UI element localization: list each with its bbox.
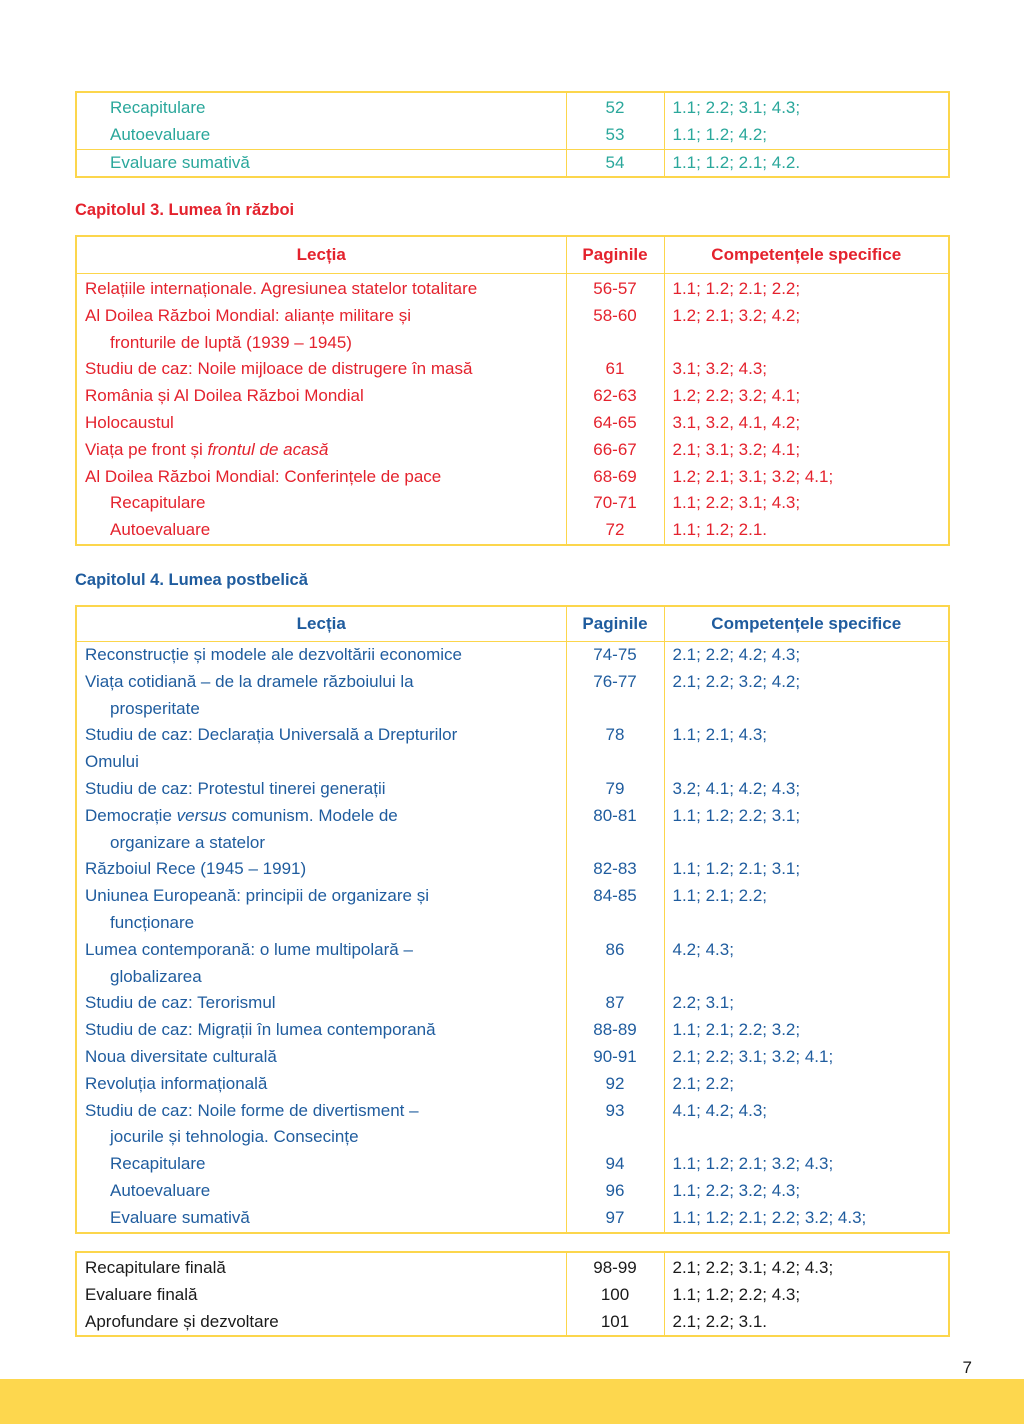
header-competences: Competențele specifice [664,236,949,274]
competences-cell: 2.2; 3.1; [664,990,949,1017]
table-row [76,1252,949,1282]
lesson-text: Democrație [85,805,177,825]
lesson-cell [76,803,566,830]
lesson-cell: Reconstrucție și modele ale dezvoltării economice [76,642,566,669]
chapter3-table [75,235,950,546]
competences-cell [664,830,949,857]
competences-cell [664,696,949,723]
table-row [76,383,949,410]
competences-cell: 2.1; 3.1; 3.2; 4.1; [664,437,949,464]
competences-cell: 1.2; 2.1; 3.1; 3.2; 4.1; [664,464,949,491]
competences-cell: 3.1, 3.2, 4.1, 4.2; [664,410,949,437]
table-row-continuation [76,830,949,857]
lesson-cell: Războiul Rece (1945 – 1991) [76,856,566,883]
table-row [76,1017,949,1044]
pages-cell [566,696,664,723]
pages-cell [566,964,664,991]
competences-cell: 2.1; 2.2; 3.2; 4.2; [664,669,949,696]
table-header-row [76,236,949,274]
pages-cell: 94 [566,1151,664,1178]
pages-cell: 78 [566,722,664,749]
pages-cell: 80-81 [566,803,664,830]
table-row [76,883,949,910]
table-row [76,517,949,545]
competences-cell: 4.1; 4.2; 4.3; [664,1098,949,1125]
competences-cell: 1.2; 2.2; 3.2; 4.1; [664,383,949,410]
pages-cell: 76-77 [566,669,664,696]
table-row [76,669,949,696]
header-competences: Competențele specifice [664,606,949,642]
competences-cell: 2.1; 2.2; [664,1071,949,1098]
lesson-cell: Al Doilea Război Mondial: alianțe militare și [76,303,566,330]
pages-cell: 53 [566,122,664,149]
pages-cell: 58-60 [566,303,664,330]
competences-cell: 3.1; 3.2; 4.3; [664,356,949,383]
chapter3-title: Capitolul 3. Lumea în război [75,201,295,219]
lesson-cell: Studiu de caz: Noile mijloace de distrugere în masă [76,356,566,383]
pages-cell: 68-69 [566,464,664,491]
lesson-cell: jocurile și tehnologia. Consecințe [76,1124,566,1151]
header-lesson: Lecția [76,606,566,642]
table-row [76,1151,949,1178]
pages-cell: 84-85 [566,883,664,910]
pages-cell: 97 [566,1205,664,1233]
lesson-cell: România și Al Doilea Război Mondial [76,383,566,410]
table-row-continuation [76,749,949,776]
table-row [76,464,949,491]
competences-cell: 2.1; 2.2; 3.1; 3.2; 4.1; [664,1044,949,1071]
competences-cell: 2.1; 2.2; 4.2; 4.3; [664,642,949,669]
pages-cell [566,749,664,776]
lesson-cell: Autoevaluare [76,1178,566,1205]
lesson-cell: Omului [76,749,566,776]
lesson-text: Viața pe front și [85,439,208,459]
lesson-cell: Aprofundare și dezvoltare [76,1309,566,1337]
lesson-cell: Revoluția informațională [76,1071,566,1098]
header-lesson: Lecția [76,236,566,274]
lesson-cell: prosperitate [76,696,566,723]
competences-cell: 2.1; 2.2; 3.1. [664,1309,949,1337]
pages-cell: 96 [566,1178,664,1205]
table-row [76,303,949,330]
pages-cell: 93 [566,1098,664,1125]
table-row [76,490,949,517]
competences-cell: 1.2; 2.1; 3.2; 4.2; [664,303,949,330]
pages-cell: 88-89 [566,1017,664,1044]
pages-cell [566,1124,664,1151]
chapter4-table [75,605,950,1234]
chapter2-tail-table [75,91,950,178]
competences-cell: 1.1; 2.1; 2.2; [664,883,949,910]
pages-cell: 52 [566,92,664,122]
competences-cell [664,330,949,357]
table-row [76,149,949,177]
competences-cell: 4.2; 4.3; [664,937,949,964]
table-row [76,1309,949,1337]
pages-cell [566,910,664,937]
lesson-cell [76,437,566,464]
pages-cell: 54 [566,149,664,177]
competences-cell: 1.1; 2.2; 3.2; 4.3; [664,1178,949,1205]
lesson-cell: Recapitulare [76,92,566,122]
lesson-cell: Studiu de caz: Migrații în lumea contemporană [76,1017,566,1044]
pages-cell: 64-65 [566,410,664,437]
lesson-cell: Recapitulare [76,490,566,517]
table-row [76,1282,949,1309]
pages-cell: 87 [566,990,664,1017]
pages-cell: 86 [566,937,664,964]
lesson-cell: Studiu de caz: Protestul tinerei generații [76,776,566,803]
competences-cell: 1.1; 2.2; 3.1; 4.3; [664,92,949,122]
pages-cell: 62-63 [566,383,664,410]
header-pages: Paginile [566,236,664,274]
competences-cell: 1.1; 1.2; 2.1; 2.2; [664,274,949,303]
pages-cell: 56-57 [566,274,664,303]
pages-cell: 79 [566,776,664,803]
table-row [76,776,949,803]
competences-cell [664,749,949,776]
lesson-cell: Evaluare finală [76,1282,566,1309]
lesson-cell: Al Doilea Război Mondial: Conferințele de pace [76,464,566,491]
table-row [76,722,949,749]
table-row [76,122,949,149]
table-row-continuation [76,330,949,357]
table-row [76,1044,949,1071]
table-row-continuation [76,964,949,991]
lesson-cell: Noua diversitate culturală [76,1044,566,1071]
lesson-cell: Studiu de caz: Terorismul [76,990,566,1017]
lesson-cell: Uniunea Europeană: principii de organizare și [76,883,566,910]
page-number: 7 [962,1358,972,1377]
table-row [76,937,949,964]
lesson-cell: globalizarea [76,964,566,991]
pages-cell [566,330,664,357]
competences-cell: 1.1; 1.2; 2.1; 3.2; 4.3; [664,1151,949,1178]
pages-cell: 74-75 [566,642,664,669]
lesson-text-italic: versus [176,805,227,825]
table-row-continuation [76,910,949,937]
lesson-cell: fronturile de luptă (1939 – 1945) [76,330,566,357]
lesson-cell: Recapitulare finală [76,1252,566,1282]
pages-cell [566,830,664,857]
competences-cell [664,910,949,937]
table-row [76,856,949,883]
footer-band [0,1379,1024,1424]
lesson-cell: Recapitulare [76,1151,566,1178]
lesson-text: comunism. Modele de [226,805,398,825]
competences-cell: 1.1; 2.1; 4.3; [664,722,949,749]
competences-cell: 1.1; 2.1; 2.2; 3.2; [664,1017,949,1044]
pages-cell: 66-67 [566,437,664,464]
table-header-row [76,606,949,642]
table-row [76,1205,949,1233]
pages-cell: 92 [566,1071,664,1098]
lesson-cell: Lumea contemporană: o lume multipolară – [76,937,566,964]
competences-cell: 1.1; 1.2; 2.2; 4.3; [664,1282,949,1309]
competences-cell [664,964,949,991]
lesson-cell: Autoevaluare [76,122,566,149]
header-pages: Paginile [566,606,664,642]
table-row-continuation [76,696,949,723]
competences-cell: 1.1; 1.2; 2.1; 2.2; 3.2; 4.3; [664,1205,949,1233]
competences-cell: 1.1; 1.2; 2.1. [664,517,949,545]
lesson-cell: Relațiile internaționale. Agresiunea statelor totalitare [76,274,566,303]
table-row [76,990,949,1017]
lesson-cell: Studiu de caz: Declarația Universală a Drepturilor [76,722,566,749]
competences-cell: 1.1; 1.2; 4.2; [664,122,949,149]
competences-cell: 2.1; 2.2; 3.1; 4.2; 4.3; [664,1252,949,1282]
competences-cell: 1.1; 2.2; 3.1; 4.3; [664,490,949,517]
pages-cell: 70-71 [566,490,664,517]
table-row [76,410,949,437]
competences-cell [664,1124,949,1151]
lesson-cell: Studiu de caz: Noile forme de divertisment – [76,1098,566,1125]
pages-cell: 101 [566,1309,664,1337]
pages-cell: 61 [566,356,664,383]
pages-cell: 82-83 [566,856,664,883]
table-row [76,803,949,830]
competences-cell: 1.1; 1.2; 2.1; 3.1; [664,856,949,883]
lesson-cell: Evaluare sumativă [76,1205,566,1233]
lesson-cell: funcționare [76,910,566,937]
competences-cell: 3.2; 4.1; 4.2; 4.3; [664,776,949,803]
lesson-cell: Holocaustul [76,410,566,437]
table-row-continuation [76,1124,949,1151]
competences-cell: 1.1; 1.2; 2.2; 3.1; [664,803,949,830]
lesson-cell: organizare a statelor [76,830,566,857]
lesson-cell: Evaluare sumativă [76,149,566,177]
table-row [76,437,949,464]
pages-cell: 98-99 [566,1252,664,1282]
table-row [76,274,949,303]
lesson-cell: Autoevaluare [76,517,566,545]
chapter4-title: Capitolul 4. Lumea postbelică [75,571,308,589]
final-table [75,1251,950,1337]
table-row [76,1178,949,1205]
pages-cell: 90-91 [566,1044,664,1071]
table-row [76,92,949,122]
pages-cell: 72 [566,517,664,545]
competences-cell: 1.1; 1.2; 2.1; 4.2. [664,149,949,177]
table-row [76,642,949,669]
pages-cell: 100 [566,1282,664,1309]
table-row [76,1071,949,1098]
table-row [76,356,949,383]
table-row [76,1098,949,1125]
lesson-text-italic: frontul de acasă [207,439,329,459]
lesson-cell: Viața cotidiană – de la dramele războiului la [76,669,566,696]
